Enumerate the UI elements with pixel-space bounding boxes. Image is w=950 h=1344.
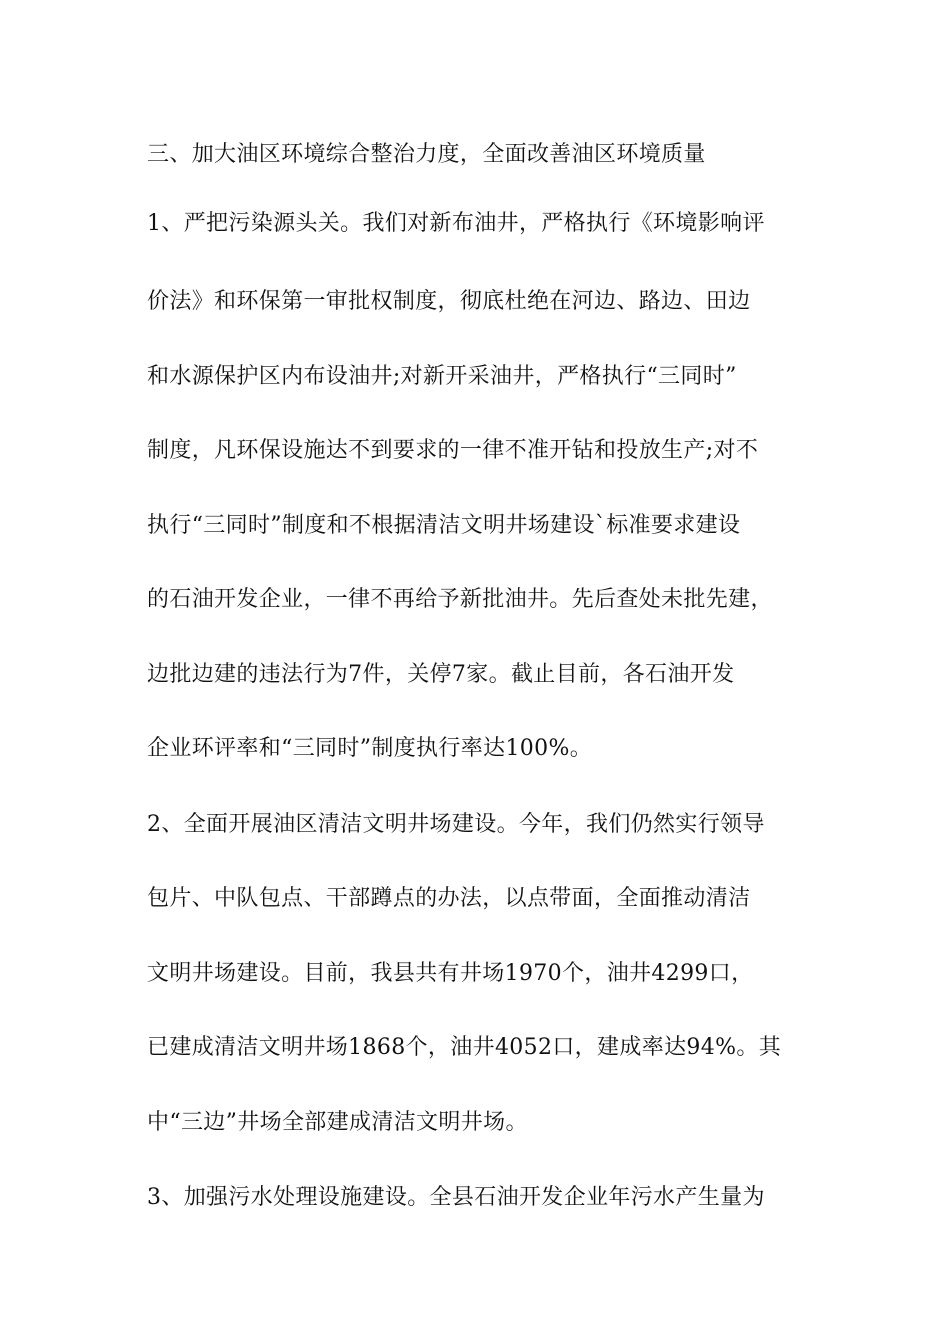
paragraph-line: 的石油开发企业，一律不再给予新批油井。先后查处未批先建，: [147, 587, 773, 612]
paragraph-line: 中“三边”井场全部建成清洁文明井场。: [147, 1110, 528, 1135]
paragraph-line: 和水源保护区内布设油井;对新开采油井，严格执行“三同时”: [147, 364, 737, 389]
paragraph-line: 边批边建的违法行为7件，关停7家。截止目前，各石油开发: [147, 662, 735, 687]
paragraph-line: 价法》和环保第一审批权制度，彻底杜绝在河边、路边、田边: [147, 289, 751, 314]
paragraph-line: 制度，凡环保设施达不到要求的一律不准开钻和投放生产;对不: [147, 438, 759, 463]
paragraph-line: 1、严把污染源头关。我们对新布油井，严格执行《环境影响评: [147, 211, 765, 236]
paragraph-line: 已建成清洁文明井场1868个，油井4052口，建成率达94%。其: [147, 1035, 782, 1060]
paragraph-line: 2、全面开展油区清洁文明井场建设。今年，我们仍然实行领导: [147, 812, 765, 837]
paragraph-line: 文明井场建设。目前，我县共有井场1970个，油井4299口，: [147, 961, 754, 986]
section-heading: 三、加大油区环境综合整治力度，全面改善油区环境质量: [147, 142, 706, 167]
paragraph-line: 企业环评率和“三同时”制度执行率达100%。: [147, 736, 593, 761]
paragraph-line: 3、加强污水处理设施建设。全县石油开发企业年污水产生量为: [147, 1185, 765, 1210]
paragraph-line: 执行“三同时”制度和不根据清洁文明井场建设`标准要求建设: [147, 513, 741, 538]
paragraph-line: 包片、中队包点、干部蹲点的办法，以点带面，全面推动清洁: [147, 886, 751, 911]
